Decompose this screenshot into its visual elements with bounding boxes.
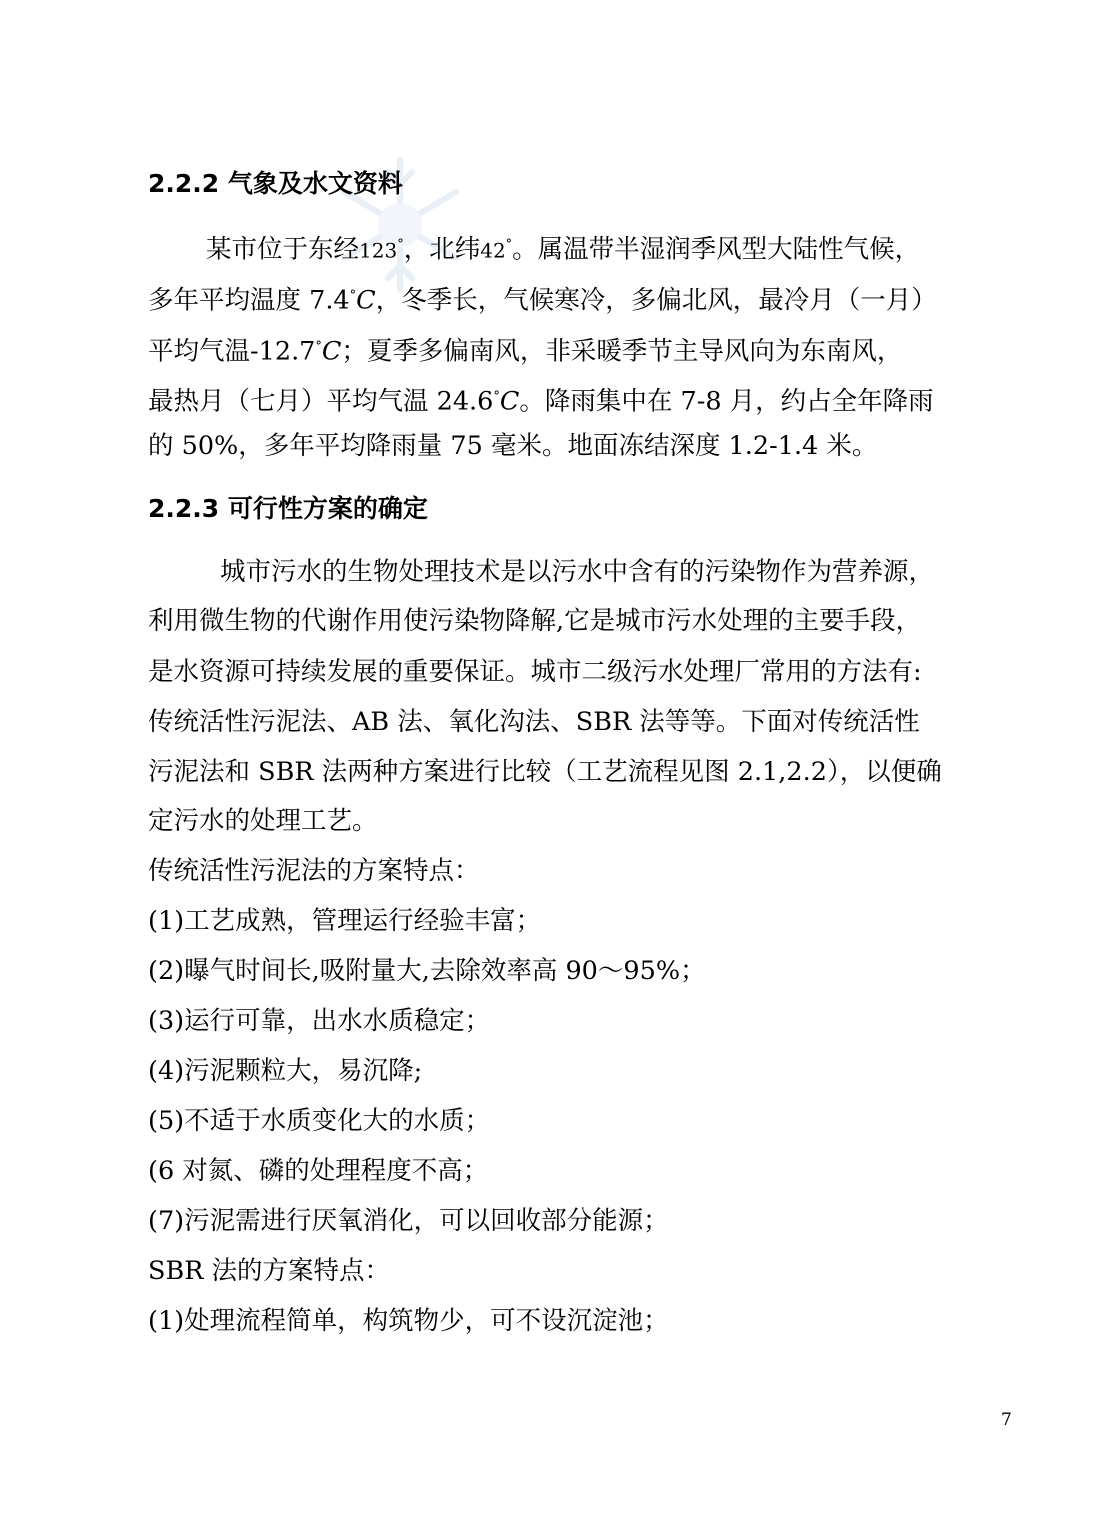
- list-item: (3)运行可靠，出水水质稳定；: [148, 1006, 491, 1036]
- list-item: (6 对氮、磷的处理程度不高；: [148, 1156, 489, 1186]
- paragraph-line: 的 50%，多年平均降雨量 75 毫米。地面冻结深度 1.2-1.4 米。: [148, 431, 878, 461]
- list-item: (5)不适于水质变化大的水质；: [148, 1106, 491, 1136]
- list-item: (7)污泥需进行厌氧消化，可以回收部分能源；: [148, 1206, 669, 1236]
- paragraph-line: 最热月（七月）平均气温 24.6°C。降雨集中在 7-8 月，约占全年降雨: [148, 386, 934, 417]
- paragraph-line: 平均气温-12.7°C；夏季多偏南风，非采暖季节主导风向为东南风，: [148, 336, 903, 367]
- paragraph-line: 传统活性污泥法、AB 法、氧化沟法、SBR 法等等。下面对传统活性: [148, 707, 920, 737]
- page-number: 7: [1001, 1410, 1012, 1430]
- paragraph-line: 传统活性污泥法的方案特点：: [148, 856, 480, 886]
- paragraph-line: 定污水的处理工艺。: [148, 806, 378, 836]
- paragraph-line: 多年平均温度 7.4°C，冬季长，气候寒冷，多偏北风，最冷月（一月）: [148, 285, 937, 316]
- list-item: (1)处理流程简单，构筑物少，可不设沉淀池；: [148, 1306, 669, 1336]
- section-heading-223: 2.2.3 可行性方案的确定: [148, 494, 428, 523]
- paragraph-line: 城市污水的生物处理技术是以污水中含有的污染物作为营养源，: [220, 557, 935, 587]
- section-heading-222: 2.2.2 气象及水文资料: [148, 169, 403, 198]
- paragraph-line: SBR 法的方案特点：: [148, 1256, 391, 1286]
- paragraph-line: 利用微生物的代谢作用使污染物降解,它是城市污水处理的主要手段，: [148, 606, 922, 636]
- list-item: (2)曝气时间长,吸附量大,去除效率高 90～95%；: [148, 956, 706, 986]
- list-item: (1)工艺成熟，管理运行经验丰富；: [148, 906, 542, 936]
- list-item: (4)污泥颗粒大，易沉降;: [148, 1056, 423, 1086]
- paragraph-line: 某市位于东经123°，北纬42°。属温带半湿润季风型大陆性气候，: [206, 234, 921, 265]
- paragraph-line: 污泥法和 SBR 法两种方案进行比较（工艺流程见图 2.1,2.2），以便确: [148, 757, 942, 787]
- paragraph-line: 是水资源可持续发展的重要保证。城市二级污水处理厂常用的方法有:: [148, 657, 922, 687]
